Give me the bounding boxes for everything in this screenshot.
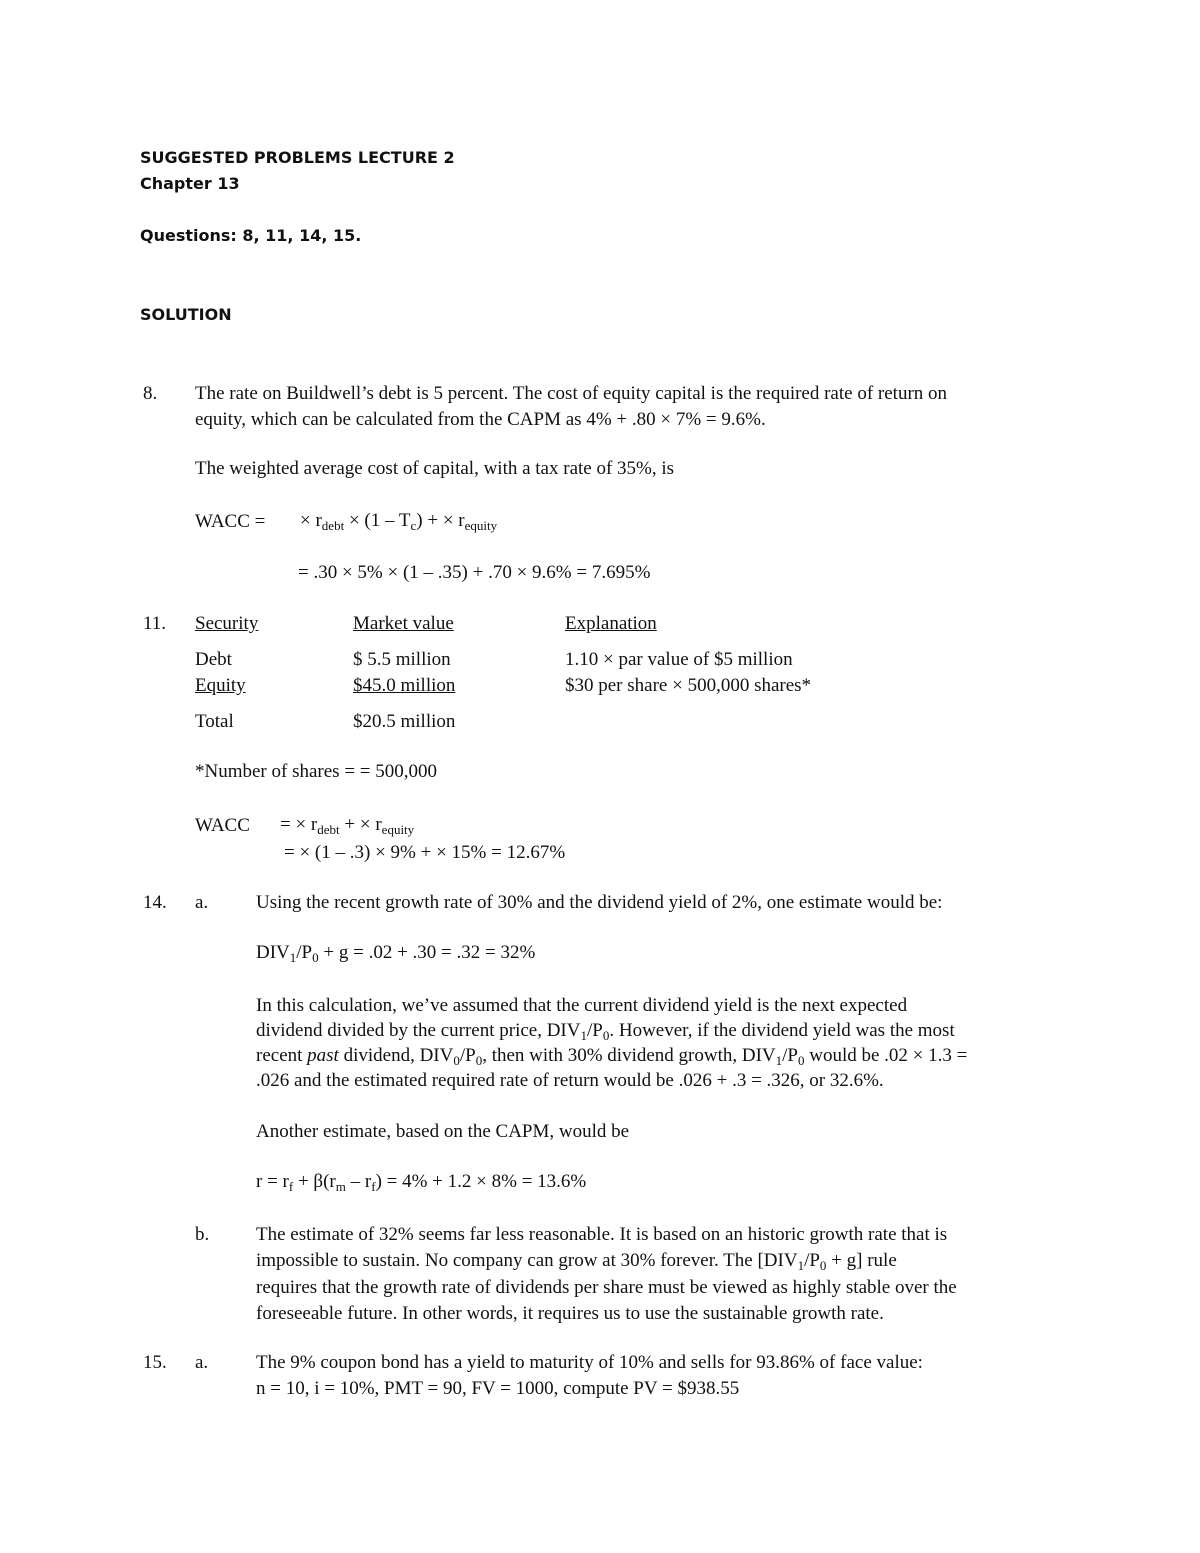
q11-wacc-calculation: = × (1 – .3) × 9% + × 15% = 12.67% <box>284 842 566 863</box>
q14a-line1: Using the recent growth rate of 30% and the dividend yield of 2%, one estimate would be: <box>256 892 943 913</box>
chapter-label: Chapter 13 <box>140 174 240 193</box>
q14b-line1: The estimate of 32% seems far less reasonable. It is based on an historic growth rate that is <box>256 1224 948 1245</box>
q14-number: 14. <box>143 892 167 913</box>
q8-para1-line2: equity, which can be calculated from the CAPM as 4% + .80 × 7% = 9.6%. <box>195 409 766 430</box>
q8-para2: The weighted average cost of capital, with a tax rate of 35%, is <box>195 458 675 479</box>
q8-wacc-formula: × $r_{debt} \times (1 - T_c)$ + × $r_{equity}$ <box>300 510 498 533</box>
q11-cell-debt: Debt <box>195 649 232 670</box>
q11-shares-note: *Number of shares = = 500,000 <box>195 761 437 782</box>
q11-header-security: Security <box>195 613 259 634</box>
q15a-line2: n = 10, i = 10%, PMT = 90, FV = 1000, compute PV = $938.55 <box>256 1378 740 1399</box>
q14b-line2: impossible to sustain. No company can grow at 30% forever. The $[DIV_1/P_0 + g]$ rule <box>256 1250 897 1273</box>
q11-cell-debt-explanation: 1.10 × par value of $5 million <box>565 649 793 670</box>
q14a-equation1: $DIV_1/P_0 + g = .02 + .30 = .32 = 32\%$ <box>256 942 536 965</box>
q11-number: 11. <box>143 613 167 634</box>
q14b-line4: foreseeable future. In other words, it requires us to use the sustainable growth rate. <box>256 1303 884 1324</box>
q11-cell-debt-value: $ 5.5 million <box>353 649 451 670</box>
q14a-equation2: $r = r_f + \beta(r_m - r_f) = 4\% + 1.2 \times 8\% = 13.6\%$ <box>256 1171 587 1194</box>
q14a-para2-line3: recent past dividend, $DIV_0/P_0$, then with 30% dividend growth, $DIV_1/P_0$ would be .02 × 1.3 = <box>256 1045 968 1068</box>
q8-wacc-label: WACC = <box>195 511 266 532</box>
q15a-line1: The 9% coupon bond has a yield to maturity of 10% and sells for 93.86% of face value: <box>256 1352 923 1373</box>
q11-cell-equity-explanation: $30 per share × 500,000 shares* <box>565 675 812 696</box>
q8-para1-line1: The rate on Buildwell’s debt is 5 percent. The cost of equity capital is the required rate of return on <box>195 383 948 404</box>
q14b-line3: requires that the growth rate of dividends per share must be viewed as highly stable over the <box>256 1277 957 1298</box>
q14b-letter: b. <box>195 1224 210 1245</box>
q14a-para2-line2: dividend divided by the current price, $DIV_1/P_0$. However, if the dividend yield was the most <box>256 1020 955 1043</box>
q8-number: 8. <box>143 383 158 404</box>
q11-wacc-formula: = × $r_{debt}$ + × $r_{equity}$ <box>280 814 415 837</box>
q11-wacc-label: WACC <box>195 815 250 836</box>
q14a-letter: a. <box>195 892 209 913</box>
q14a-para2-line1: In this calculation, we’ve assumed that the current dividend yield is the next expected <box>256 995 908 1016</box>
q15a-letter: a. <box>195 1352 209 1373</box>
q11-header-market-value: Market value <box>353 613 454 634</box>
q11-cell-equity-value: $45.0 million <box>353 675 456 696</box>
q11-cell-equity: Equity <box>195 675 246 696</box>
q8-wacc-calculation: = .30 × 5% × (1 – .35) + .70 × 9.6% = 7.695% <box>298 562 651 583</box>
q14a-para3: Another estimate, based on the CAPM, would be <box>256 1121 630 1142</box>
solution-heading: SOLUTION <box>140 305 232 324</box>
q15-number: 15. <box>143 1352 167 1373</box>
q11-header-explanation: Explanation <box>565 613 657 634</box>
document-title: SUGGESTED PROBLEMS LECTURE 2 <box>140 148 455 167</box>
questions-label: Questions: 8, 11, 14, 15. <box>140 226 362 245</box>
q11-cell-total-value: $20.5 million <box>353 711 456 732</box>
q11-cell-total: Total <box>195 711 234 732</box>
q14a-para2-line4: .026 and the estimated required rate of return would be .026 + .3 = .326, or 32.6%. <box>256 1070 884 1091</box>
